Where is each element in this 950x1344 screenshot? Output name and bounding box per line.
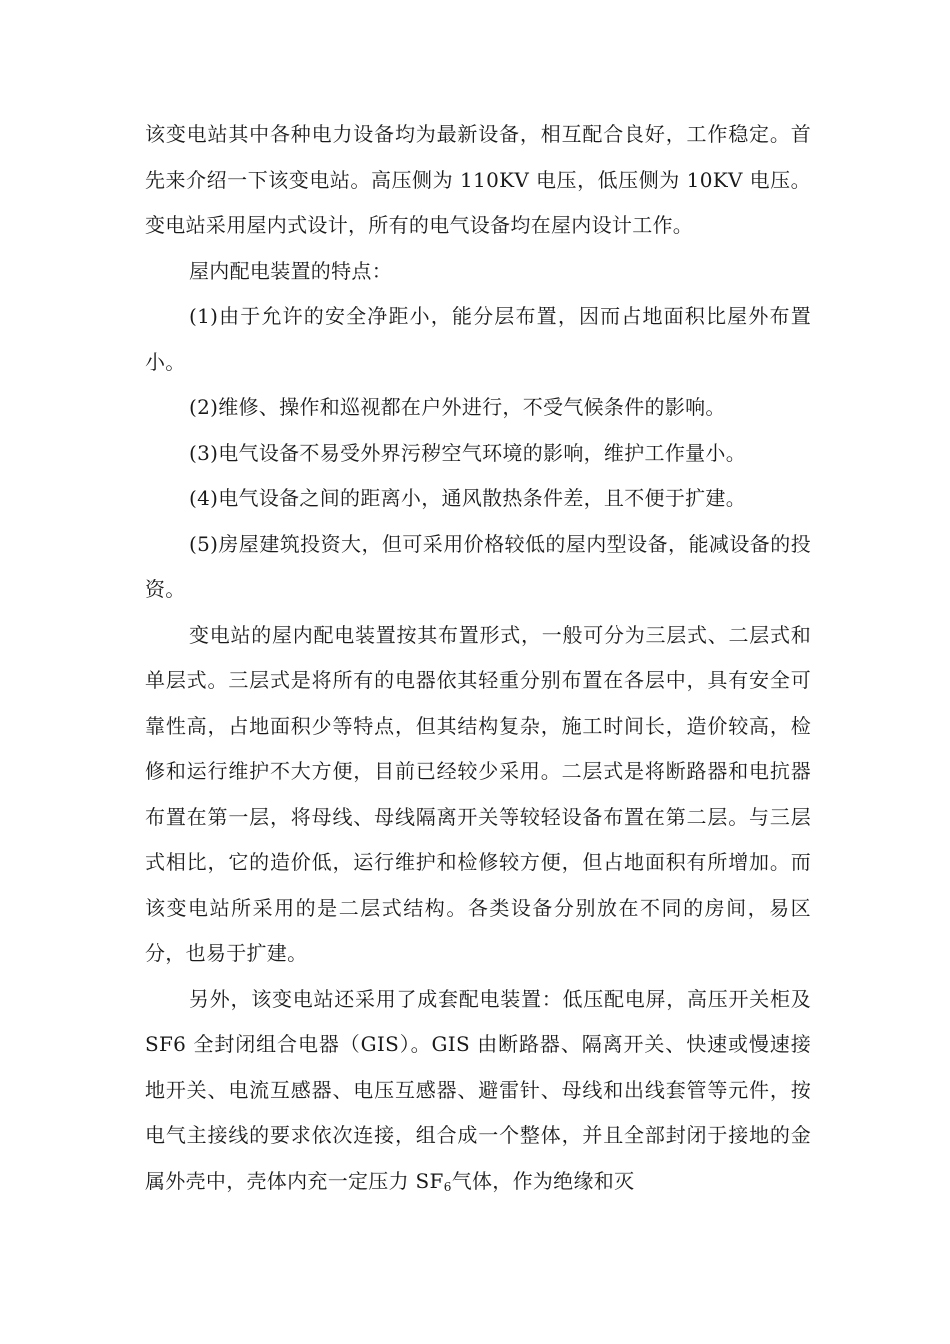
paragraph-feature-5: (5)房屋建筑投资大，但可采用价格较低的屋内型设备，能减设备的投资。 bbox=[145, 531, 811, 601]
paragraph-feature-2: (2)维修、操作和巡视都在户外进行，不受气候条件的影响。 bbox=[189, 395, 726, 419]
paragraph-switchgear-text: 另外，该变电站还采用了成套配电装置：低压配电屏，高压开关柜及 SF6 全封闭组合电器（GIS）。GIS 由断路器、隔离开关、快速或慢速接地开关、电流互感器、电压互感器、避雷针、母线和出线套管等元件，按电气主接线的要求依次连接，组合成一个整体，并且全部封闭于接地的金属外壳中，壳体内充一定压力 SF bbox=[145, 986, 811, 1193]
sf6-subscript: 6 bbox=[443, 1179, 452, 1194]
paragraph-intro: 该变电站其中各种电力设备均为最新设备，相互配合良好，工作稳定。首先来介绍一下该变电站。高压侧为 110KV 电压，低压侧为 10KV 电压。变电站采用屋内式设计，所有的电气设备均在屋内设计工作。 bbox=[145, 122, 811, 237]
document-body bbox=[145, 112, 811, 1204]
paragraph-switchgear bbox=[145, 977, 811, 1205]
paragraph-features-heading: 屋内配电装置的特点： bbox=[189, 258, 392, 283]
paragraph-layout-types: 变电站的屋内配电装置按其布置形式，一般可分为三层式、二层式和单层式。三层式是将所有的电器依其轻重分别布置在各层中，具有安全可靠性高，占地面积少等特点，但其结构复杂，施工时间长，造价较高，检修和运行维护不大方便，目前已经较少采用。二层式是将断路器和电抗器布置在第一层，将母线、母线隔离开关等较轻设备布置在第二层。与三层式相比，它的造价低，运行维护和检修较方便，但占地面积有所增加。而该变电站所采用的是二层式结构。各类设备分别放在不同的房间，易区分，也易于扩建。 bbox=[145, 622, 811, 965]
paragraph-feature-4: (4)电气设备之间的距离小，通风散热条件差，且不便于扩建。 bbox=[189, 486, 747, 510]
paragraph-switchgear-tail: 气体，作为绝缘和灭 bbox=[451, 1168, 635, 1193]
paragraph-feature-1: (1)由于允许的安全净距小，能分层布置，因而占地面积比屋外布置小。 bbox=[145, 304, 811, 374]
paragraph-feature-3: (3)电气设备不易受外界污秽空气环境的影响，维护工作量小。 bbox=[189, 440, 747, 465]
